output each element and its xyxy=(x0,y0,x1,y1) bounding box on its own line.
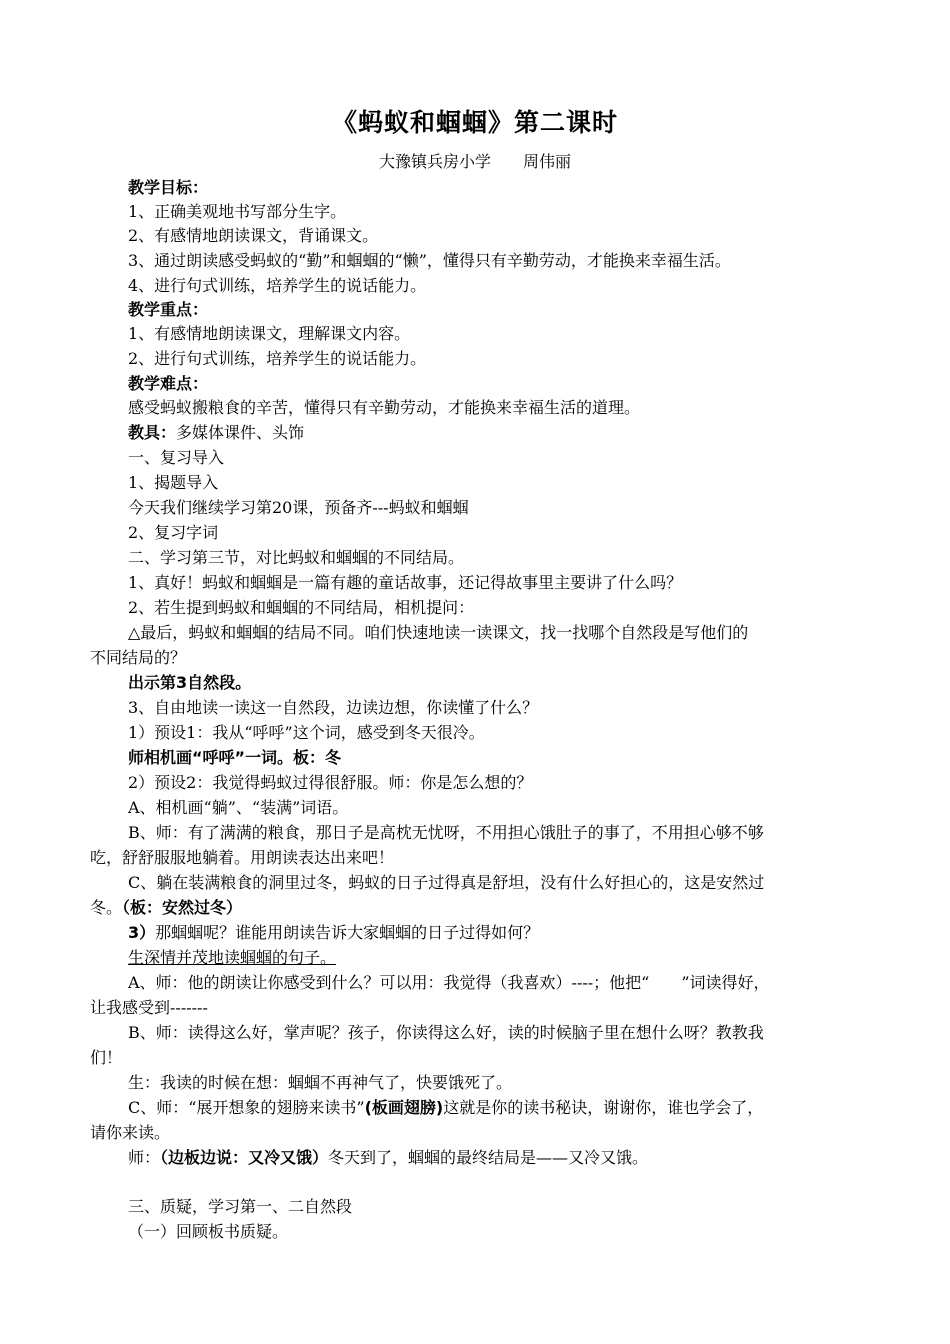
board-note: （边板边说：又冷又饿） xyxy=(160,1148,329,1167)
text-span: 师： xyxy=(128,1148,161,1167)
tools-text: 多媒体课件、头饰 xyxy=(176,423,305,442)
text-line xyxy=(90,896,242,920)
text-line: 们！ xyxy=(90,1048,123,1067)
text-line: 3、自由地读一读这一自然段，边读边想，你读懂了什么？ xyxy=(128,698,539,717)
text-line: 1）预设1：我从“呼呼”这个词，感受到冬天很冷。 xyxy=(128,723,485,742)
text-line xyxy=(128,921,539,945)
text-line: 让我感受到------- xyxy=(90,998,208,1017)
section-heading: 二、学习第三节，对比蚂蚁和蝈蝈的不同结局。 xyxy=(128,548,465,567)
section-heading: 三、质疑，学习第一、二自然段 xyxy=(128,1197,353,1216)
goal-item: 4、进行句式训练，培养学生的说话能力。 xyxy=(128,276,427,295)
text-span: 那蝈蝈呢？谁能用朗读告诉大家蝈蝈的日子过得如何？ xyxy=(155,923,540,942)
board-note: (板画翅膀) xyxy=(364,1098,444,1117)
key-point-item: 1、有感情地朗读课文，理解课文内容。 xyxy=(128,324,411,343)
text-line xyxy=(128,1096,763,1120)
difficulty-text: 感受蚂蚁搬粮食的辛苦，懂得只有辛勤劳动，才能换来幸福生活的道理。 xyxy=(128,398,641,417)
board-note: （板：安然过冬） xyxy=(122,898,243,917)
goal-item: 3、通过朗读感受蚂蚁的“勤”和蝈蝈的“懒”，懂得只有辛勤劳动，才能换来幸福生活。 xyxy=(128,251,731,270)
text-line: 2、若生提到蚂蚁和蝈蝈的不同结局，相机提问： xyxy=(128,598,475,617)
text-line: B、师：读得这么好，掌声呢？孩子，你读得这么好，读的时候脑子里在想什么呀？教教我 xyxy=(128,1023,764,1042)
text-line: 生：我读的时候在想：蝈蝈不再神气了，快要饿死了。 xyxy=(128,1073,513,1092)
author-line: 大豫镇兵房小学 周伟丽 xyxy=(378,152,571,171)
text-span: 冬。 xyxy=(90,898,123,917)
text-line-bold: 出示第3自然段。 xyxy=(128,673,252,692)
step-line: 1、揭题导入 xyxy=(128,473,219,492)
text-line: （一）回顾板书质疑。 xyxy=(128,1222,289,1241)
goal-item: 2、有感情地朗读课文，背诵课文。 xyxy=(128,226,379,245)
step-line: 2、复习字词 xyxy=(128,523,219,542)
text-line: 请你来读。 xyxy=(90,1123,171,1142)
text-line-bold: 师相机画“呼呼”一词。板：冬 xyxy=(128,748,342,767)
text-line: A、相机画“躺”、“装满”词语。 xyxy=(128,798,349,817)
tools-label: 教具： xyxy=(128,423,177,442)
text-line: C、躺在装满粮食的洞里过冬，蚂蚁的日子过得真是舒坦，没有什么好担心的，这是安然过 xyxy=(128,873,765,892)
text-line: A、师：他的朗读让你感受到什么？可以用：我觉得（我喜欢）----；他把“ ”词读得好， xyxy=(128,973,770,992)
text-span: C、师：“展开想象的翅膀来读书” xyxy=(128,1098,365,1117)
goal-item: 1、正确美观地书写部分生字。 xyxy=(128,202,347,221)
text-line: 今天我们继续学习第20课，预备齐---蚂蚁和蝈蝈 xyxy=(128,498,469,517)
goals-heading: 教学目标： xyxy=(128,178,209,197)
text-span: 这就是你的读书秘诀，谢谢你，谁也学会了， xyxy=(443,1098,764,1117)
text-line: 2）预设2：我觉得蚂蚁过得很舒服。师：你是怎么想的？ xyxy=(128,773,533,792)
text-line: 1、真好！蚂蚁和蝈蝈是一篇有趣的童话故事，还记得故事里主要讲了什么吗？ xyxy=(128,573,683,592)
text-line: 不同结局的？ xyxy=(90,648,187,667)
item-number: 3） xyxy=(128,923,156,942)
key-points-heading: 教学重点： xyxy=(128,300,209,319)
tools-line xyxy=(128,421,304,445)
page-title: 《蚂蚁和蝈蝈》第二课时 xyxy=(331,108,618,137)
text-line: B、师：有了满满的粮食，那日子是高枕无忧呀，不用担心饿肚子的事了，不用担心够不够 xyxy=(128,823,764,842)
text-span: 冬天到了，蝈蝈的最终结局是——又冷又饿。 xyxy=(328,1148,649,1167)
text-line: 吃，舒舒服服地躺着。用朗读表达出来吧！ xyxy=(90,848,395,867)
text-line: △最后，蚂蚁和蝈蝈的结局不同。咱们快速地读一读课文，找一找哪个自然段是写他们的 xyxy=(128,623,749,642)
text-line xyxy=(128,1146,648,1170)
difficulty-heading: 教学难点： xyxy=(128,374,209,393)
key-point-item: 2、进行句式训练，培养学生的说话能力。 xyxy=(128,349,427,368)
underlined-line: 生深情并茂地读蝈蝈的句子。 xyxy=(128,948,337,967)
section-heading: 一、复习导入 xyxy=(128,448,225,467)
